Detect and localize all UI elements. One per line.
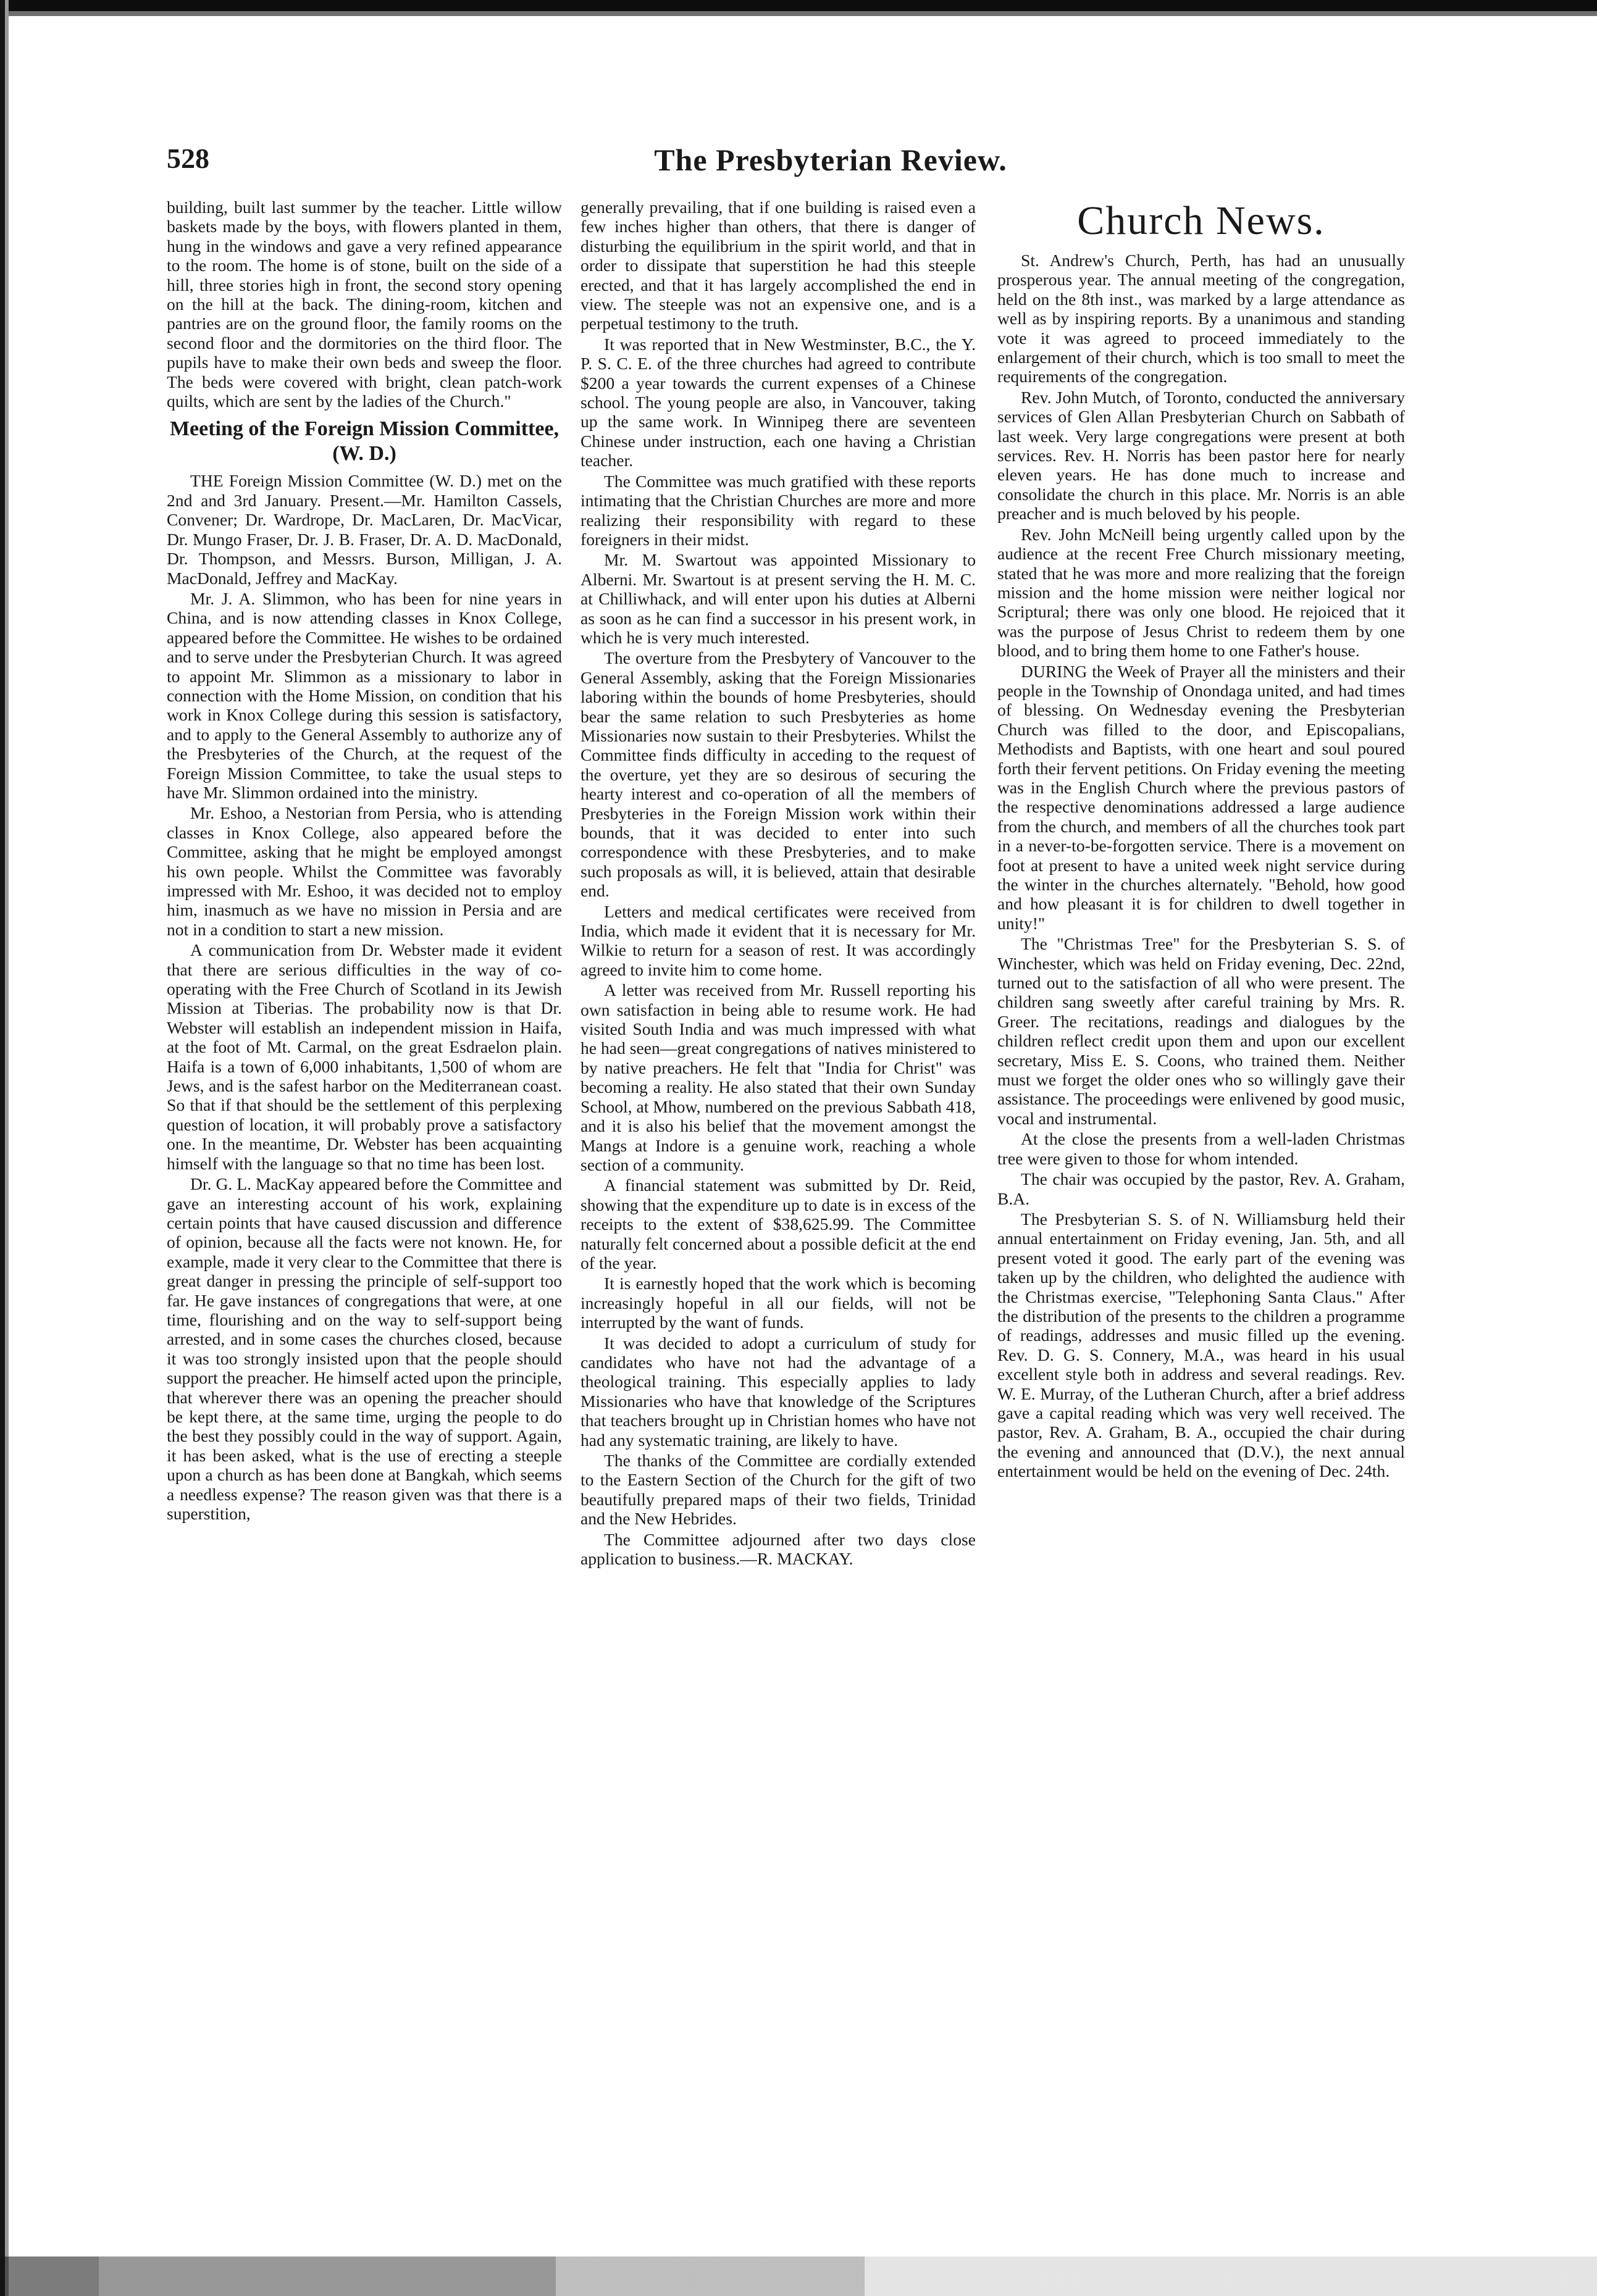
paragraph: It is earnestly hoped that the work which is becoming increasingly hopeful in all our fields, will not be interrupted by the want of funds.	[581, 1274, 976, 1332]
paragraph: A financial statement was submitted by Dr. Reid, showing that the expenditure up to date is in excess of the receipts to the extent of $38,625.99. The Committee naturally felt concerned about a possible deficit at the end of the year.	[581, 1175, 976, 1272]
column-2	[581, 198, 976, 2241]
paragraph: The chair was occupied by the pastor, Rev. A. Graham, B.A.	[997, 1169, 1405, 1208]
column-3	[997, 198, 1405, 2241]
paragraph: THE Foreign Mission Committee (W. D.) met on the 2nd and 3rd January. Present.—Mr. Hamilton Cassels, Convener; Dr. Wardrope, Dr. MacLaren, Dr. MacVicar, Dr. Mungo Fraser, Dr. J. B. Fraser, Dr. A. D. MacDonald, Dr. Thompson, and Messrs. Burson, Milligan, J. A. MacDonald, Jeffrey and MacKay.	[167, 471, 562, 588]
scan-left-edge	[0, 0, 19, 2296]
paragraph: The overture from the Presbytery of Vancouver to the General Assembly, asking that the Foreign Missionaries laboring within the bounds of home Presbyteries, should bear the same relation to such Presbyteries as home Missionaries now sustain to their Presbyteries. Whilst the Committee finds difficulty in acceding to the request of the overture, yet they are so desirous of securing the hearty interest and co-operation of all the members of Presbyteries in the Foreign Mission work within their bounds, that it was decided to enter into such correspondence with these Presbyteries, and to make such proposals as will, it is believed, attain that desirable end.	[581, 648, 976, 901]
paragraph: Mr. M. Swartout was appointed Missionary to Alberni. Mr. Swartout is at present serving the H. M. C. at Chilliwhack, and will enter upon his duties at Alberni as soon as he can find a successor in his present work, in which he is very much interested.	[581, 550, 976, 647]
paragraph: Rev. John McNeill being urgently called upon by the audience at the recent Free Church missionary meeting, stated that he was more and more realizing that the foreign mission and the home mission were neither logical nor Scriptural; there was only one blood. He rejoiced that it was the purpose of Jesus Christ to redeem them by one blood, and to bring them home to one Father's house.	[997, 524, 1405, 661]
scan-top-edge	[0, 0, 1597, 25]
column-1	[167, 198, 562, 2241]
paragraph: St. Andrew's Church, Perth, has had an unusually prosperous year. The annual meeting of the congregation, held on the 8th inst., was marked by a large attendance as well as by inspiring reports. By a unanimous and standing vote it was agreed to proceed immediately to the enlargement of their church, which is too small to meet the requirements of the congregation.	[997, 251, 1405, 386]
paragraph: It was reported that in New Westminster, B.C., the Y. P. S. C. E. of the three churches had agreed to contribute $200 a year towards the current expenses of a Chinese school. The young people are also, in Vancouver, taking up the same work. In Winnipeg there are seventeen Chinese under instruction, each one having a Christian teacher.	[581, 334, 976, 470]
running-title: The Presbyterian Review.	[654, 143, 1007, 177]
paragraph: Mr. Eshoo, a Nestorian from Persia, who is attending classes in Knox College, also appeared before the Committee, asking that he might be employed amongst his own people. Whilst the Committee was favorably impressed with Mr. Eshoo, it was decided not to employ him, inasmuch as we have no mission in Persia and are not in a condition to start a new mission.	[167, 803, 562, 939]
paragraph: The Committee was much gratified with these reports intimating that the Christian Churches are more and more realizing their responsibility with regard to these foreigners in their midst.	[581, 471, 976, 549]
paragraph: At the close the presents from a well-laden Christmas tree were given to those for whom intended.	[997, 1129, 1405, 1168]
paragraph: A communication from Dr. Webster made it evident that there are serious difficulties in the way of co-operating with the Free Church of Scotland in its Jewish Mission at Tiberias. The probability now is that Dr. Webster will establish an independent mission in Haifa, at the foot of Mt. Carmal, on the great Esdraelon plain. Haifa is a town of 6,000 inhabitants, 1,500 of whom are Jews, and is the safest harbor on the Mediterranean coast. So that if that should be the settlement of this perplexing question of location, it will probably prove a satisfactory one. In the meantime, Dr. Webster has been acquainting himself with the language so that no time has been lost.	[167, 940, 562, 1173]
paragraph: Dr. G. L. MacKay appeared before the Committee and gave an interesting account of his work, explaining certain points that have caused discussion and difference of opinion, because all the facts were not known. He, for example, made it very clear to the Committee that there is great danger in pressing the principle of self-support too far. He gave instances of congregations that were, at one time, flourishing and on the way to self-support being arrested, and in some cases the churches closed, because it was too strongly insisted upon that the people should support the preacher. He himself acted upon the principle, that wherever there was an opening the preacher should be kept there, at the same time, urging the people to do the best they possibly could in the way of support. Again, it has been asked, what is the use of erecting a steeple upon a church as has been done at Bangkah, which seems a needless expense? The reason given was that there is a superstition,	[167, 1174, 562, 1523]
paragraph: Rev. John Mutch, of Toronto, conducted the anniversary services of Glen Allan Presbyterian Church on Sabbath of last week. Very large congregations were present at both services. Rev. H. Norris has been pastor here for nearly eleven years. He has done much to increase and consolidate the church in this place. Mr. Norris is an able preacher and is much beloved by his people.	[997, 387, 1405, 524]
paragraph: Mr. J. A. Slimmon, who has been for nine years in China, and is now attending classes in Knox College, appeared before the Committee. He wishes to be ordained and to serve under the Presbyterian Church. It was agreed to appoint Mr. Slimmon as a missionary to labor in connection with the Home Mission, on condition that his work in Knox College during this session is satisfactory, and to apply to the General Assembly to authorize any of the Presbyteries of the Church, at the request of the Foreign Mission Committee, to take the usual steps to have Mr. Slimmon ordained into the ministry.	[167, 588, 562, 802]
page-number: 528	[167, 143, 209, 174]
paragraph: building, built last summer by the teacher. Little willow baskets made by the boys, with flowers planted in them, hung in the windows and gave a very refined appearance to the room. The home is of stone, built on the side of a hill, three stories high in front, the second story opening on the hill at the back. The dining-room, kitchen and pantries are on the ground floor, the family rooms on the second floor and the dormitories on the third floor. The pupils have to make their own beds and sweep the floor. The beds were covered with bright, clean patch-work quilts, which are sent by the ladies of the Church."	[167, 198, 562, 411]
section-heading: Meeting of the Foreign Mission Committee, (W. D.)	[169, 417, 560, 465]
paragraph: DURING the Week of Prayer all the ministers and their people in the Township of Onondaga united, and had times of blessing. On Wednesday evening the Presbyterian Church was filled to the door, and Episcopalians, Methodists and Baptists, with one heart and soul poured forth their fervent petitions. On Friday evening the meeting was in the English Church where the previous pastors of the respective denominations addressed a large audience from the church, and members of all the churches took part in a never-to-be-forgotten service. There is a movement on foot at present to have a united week night service during the winter in the churches alternately. "Behold, how good and how pleasant it is for children to dwell together in unity!"	[997, 661, 1405, 933]
paragraph: Letters and medical certificates were received from India, which made it evident that it is necessary for Mr. Wilkie to return for a season of rest. It was accordingly agreed to invite him to come home.	[581, 901, 976, 979]
paragraph: It was decided to adopt a curriculum of study for candidates who have not had the advantage of a theological training. This especially applies to lady Missionaries who have that knowledge of the Scriptures that teachers brought up in Christian homes who have not had any systematic training, are likely to have.	[581, 1333, 976, 1450]
page-header	[167, 142, 1494, 191]
paragraph: generally prevailing, that if one building is raised even a few inches higher than others, that there is danger of disturbing the equilibrium in the spirit world, and that in order to dissipate that superstition he had this steeple erected, and that it has largely accomplished the end in view. The steeple was not an expensive one, and is a perpetual testimony to the truth.	[581, 198, 976, 333]
scan-bottom-edge	[0, 2256, 1597, 2296]
paragraph: The Presbyterian S. S. of N. Williamsburg held their annual entertainment on Friday evening, Jan. 5th, and all present voted it good. The early part of the evening was taken up by the children, who delighted the audience with the Christmas exercise, "Telephoning Santa Claus." After the distribution of the presents to the children a programme of readings, addresses and music filled up the evening. Rev. D. G. S. Connery, M.A., was heard in his usual excellent style both in address and several readings. Rev. W. E. Murray, of the Lutheran Church, after a brief address gave a capital reading which was very well received. The pastor, Rev. A. Graham, B. A., occupied the chair during the evening and announced that (D.V.), the next annual entertainment would be held on the evening of Dec. 24th.	[997, 1209, 1405, 1481]
paragraph: The thanks of the Committee are cordially extended to the Eastern Section of the Church for the gift of two beautifully prepared maps of their two fields, Trinidad and the New Hebrides.	[581, 1451, 976, 1529]
paragraph: The Committee adjourned after two days close application to business.—R. MACKAY.	[581, 1529, 976, 1569]
paragraph: A letter was received from Mr. Russell reporting his own satisfaction in being able to resume work. He had visited South India and was much impressed with what he had seen—great congregations of natives ministered to by native preachers. He felt that "India for Christ" was becoming a reality. He also stated that their own Sunday School, at Mhow, numbered on the previous Sabbath 418, and it is also his belief that the movement amongst the Mangs at Indore is a genuine work, reaching a whole section of a community.	[581, 980, 976, 1174]
church-news-title: Church News.	[1077, 198, 1325, 243]
paragraph: The "Christmas Tree" for the Presbyterian S. S. of Winchester, which was held on Friday evening, Dec. 22nd, turned out to the satisfaction of all who were present. The children sang sweetly after careful training by Mrs. R. Greer. The recitations, readings and dialogues by the children reflect credit upon them and upon our excellent secretary, Miss E. S. Coons, who trained them. Neither must we forget the older ones who so willingly gave their assistance. The proceedings were enlivened by good music, vocal and instrumental.	[997, 934, 1405, 1128]
